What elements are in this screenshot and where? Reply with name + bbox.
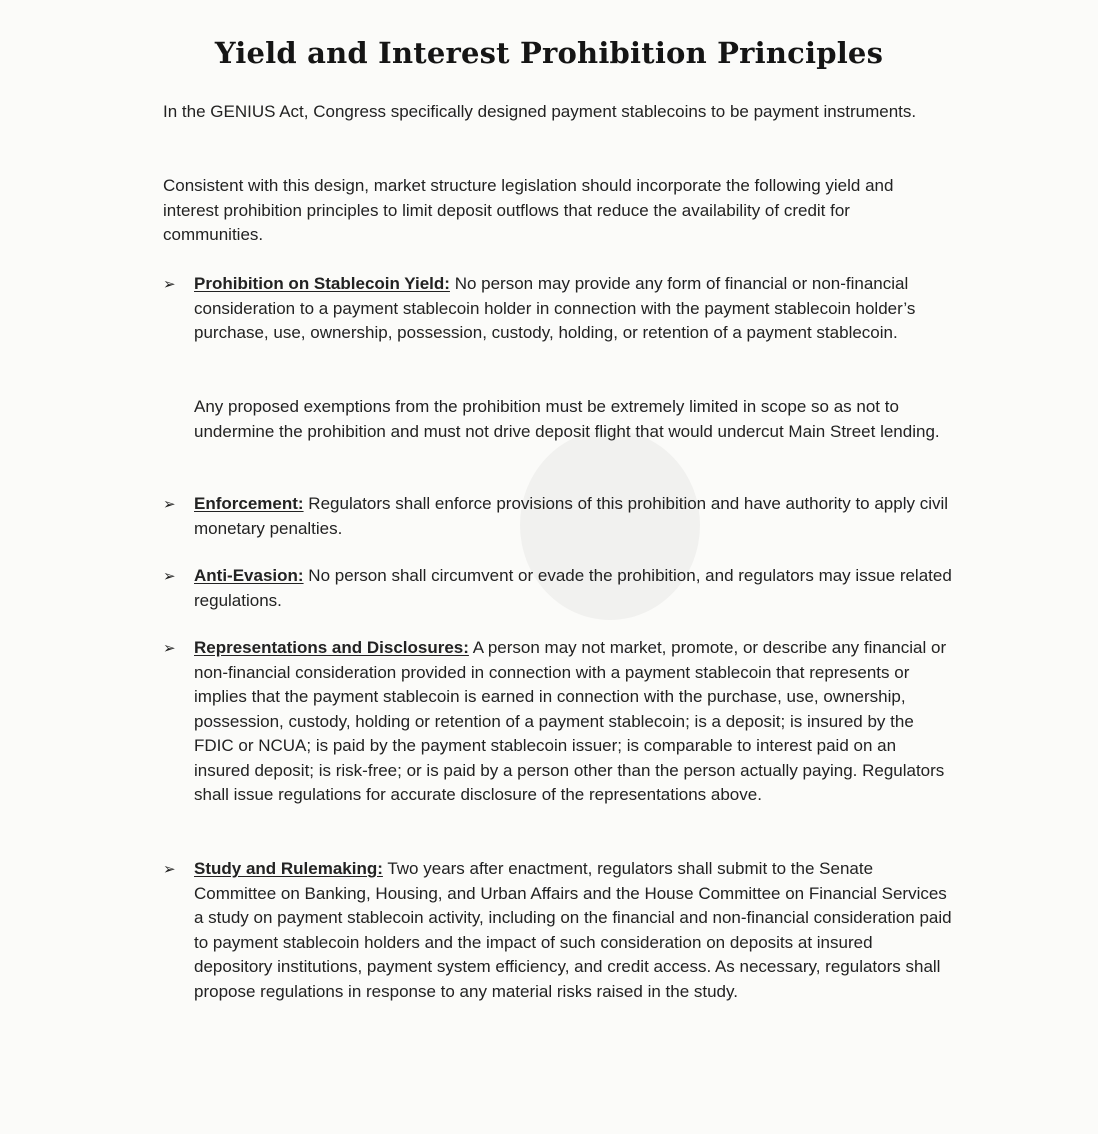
principle-heading: Prohibition on Stablecoin Yield: bbox=[194, 274, 450, 293]
principle-body: Regulators shall enforce provisions of this prohibition and have authority to apply civil monetary penalties. bbox=[194, 494, 949, 538]
principle-body: A person may not market, promote, or describe any financial or non-financial consideration provided in connection with a payment stablecoin that represents or implies that the payment stablecoin is earned in connection with the purchase, use, ownership, possession, custody, holding or retention of a payment stablecoin; is a deposit; is insured by the FDIC or NCUA; is paid by the payment stablecoin issuer; is comparable to interest paid on an insured deposit; is risk-free; or is paid by a person other than the person actually paying. Regulators shall issue regulations for accurate disclosure of the representations above. bbox=[194, 638, 947, 804]
arrow-bullet-icon: ➢ bbox=[163, 496, 176, 513]
arrow-bullet-icon: ➢ bbox=[163, 568, 176, 585]
arrow-bullet-icon: ➢ bbox=[163, 861, 176, 878]
principle-enforcement bbox=[163, 492, 953, 541]
principle-stablecoin-yield-exemptions: Any proposed exemptions from the prohibition must be extremely limited in scope so as not to undermine the prohibition and must not drive deposit flight that would undercut Main Street lending. bbox=[194, 397, 940, 441]
principle-heading: Study and Rulemaking: bbox=[194, 859, 383, 878]
page-title: Yield and Interest Prohibition Principles bbox=[214, 36, 884, 70]
principle-body: Two years after enactment, regulators shall submit to the Senate Committee on Banking, Housing, and Urban Affairs and the House Committee on Financial Services a study on payment stablecoin activity, including on the financial and non-financial consideration paid to payment stablecoin holders and the impact of such consideration on deposits at insured depository institutions, payment system efficiency, and credit access. As necessary, regulators shall propose regulations in response to any material risks raised in the study. bbox=[194, 859, 952, 1001]
principle-body: No person may provide any form of financial or non-financial consideration to a payment stablecoin holder in connection with the payment stablecoin holder’s purchase, use, ownership, possession, custody, holding, or retention of a payment stablecoin. bbox=[194, 274, 916, 342]
principle-heading: Representations and Disclosures: bbox=[194, 638, 469, 657]
principle-representations-disclosures bbox=[163, 636, 953, 808]
principle-heading: Anti-Evasion: bbox=[194, 566, 304, 585]
arrow-bullet-icon: ➢ bbox=[163, 640, 176, 657]
intro-paragraph-1: In the GENIUS Act, Congress specifically designed payment stablecoins to be payment instruments. bbox=[163, 102, 917, 121]
principle-stablecoin-yield bbox=[163, 272, 953, 346]
intro-paragraph-2: Consistent with this design, market structure legislation should incorporate the following yield and interest prohibition principles to limit deposit outflows that reduce the availability of credit for communities. bbox=[163, 176, 894, 244]
principle-heading: Enforcement: bbox=[194, 494, 304, 513]
principle-body: No person shall circumvent or evade the prohibition, and regulators may issue related regulations. bbox=[194, 566, 952, 610]
principle-anti-evasion bbox=[163, 564, 953, 613]
arrow-bullet-icon: ➢ bbox=[163, 276, 176, 293]
principle-study-rulemaking bbox=[163, 857, 953, 1004]
